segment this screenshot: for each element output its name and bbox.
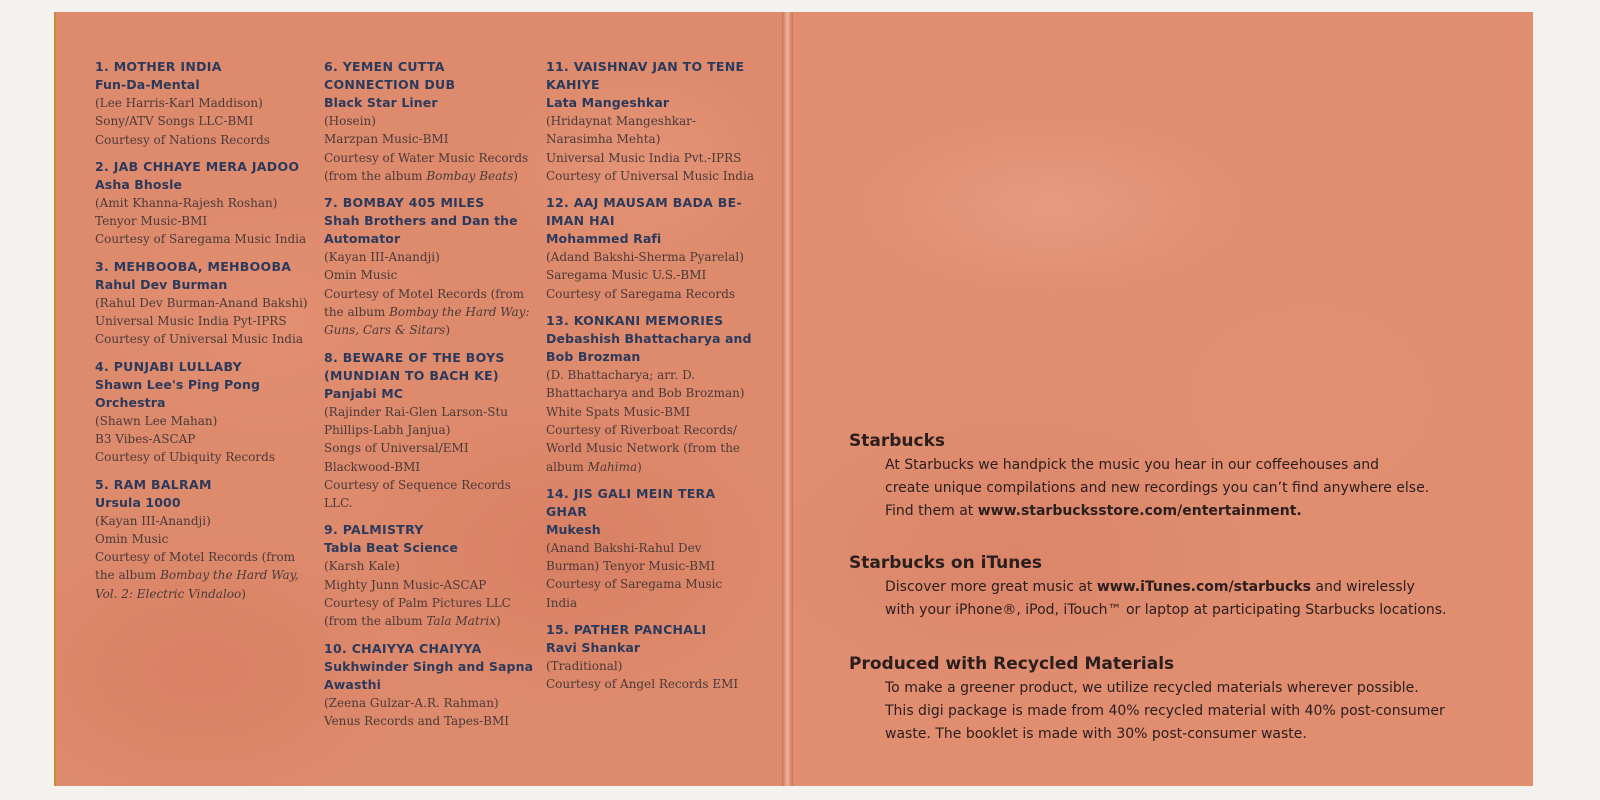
album-title: Bombay the Hard Way: Guns, Cars & Sitars [324, 305, 530, 338]
starbucks-section [849, 430, 1489, 523]
track-credit: Universal Music India Pyt-IPRS [95, 314, 287, 329]
track-credit: White Spats Music-BMI [546, 404, 691, 419]
track-credit: Courtesy of Palm Pictures LLC (from the album Tala Matrix) [324, 596, 511, 629]
track-credit: Courtesy of Saregama Records [546, 286, 736, 301]
booklet-spine [782, 12, 793, 786]
track-item [324, 194, 534, 339]
track-credit: Songs of Universal/EMI Blackwood-BMI [324, 441, 469, 474]
track-credit: (Lee Harris-Karl Maddison) [95, 96, 263, 110]
section-heading: Starbucks [849, 431, 945, 451]
album-title: Bombay the Hard Way, Vol. 2: Electric Vindaloo [95, 568, 299, 601]
track-credit: (Shawn Lee Mahan) [95, 413, 218, 428]
track-credit: Courtesy of Saregama Music India [546, 577, 723, 610]
track-artist: Lata Mangeshkar [546, 95, 670, 110]
track-title: 7. BOMBAY 405 MILES [324, 195, 485, 211]
track-credit: (Anand Bakshi-Rahul Dev Burman) Tenyor Music-BMI [546, 540, 716, 574]
track-item [324, 58, 534, 185]
track-artist: Ravi Shankar [546, 640, 641, 656]
track-artist: Debashish Bhattacharya and Bob Brozman [546, 331, 752, 365]
track-title: 15. PATHER PANCHALI [546, 622, 707, 638]
track-artist: Mohammed Rafi [546, 231, 662, 247]
track-credit: Mighty Junn Music-ASCAP [324, 577, 487, 592]
album-title: Mahima [587, 459, 638, 474]
track-item [95, 258, 310, 349]
itunes-link: www.iTunes.com/starbucks [1096, 579, 1311, 595]
album-title: Tala Matrix [426, 614, 496, 629]
track-artist: Black Star Liner [324, 95, 438, 110]
track-title: 11. VAISHNAV JAN TO TENE KAHIYE [546, 59, 745, 92]
track-credit: (Adand Bakshi-Sherma Pyarelal) [546, 250, 744, 265]
track-title: 2. JAB CHHAYE MERA JADOO [95, 158, 300, 174]
track-artist: Rahul Dev Burman [95, 276, 228, 292]
track-artist: Ursula 1000 [95, 494, 181, 510]
track-credit: Universal Music India Pvt.-IPRS [546, 150, 742, 165]
track-credit: Marzpan Music-BMI [324, 132, 449, 147]
track-title: 3. MEHBOOBA, MEHBOOBA [95, 258, 292, 274]
section-body: At Starbucks we handpick the music you hear in our coffeehouses and create unique compilations and new recordings you can’t find anywhere else. Find them at www.starbucksstore.com/entertainment. [885, 457, 1430, 519]
track-credit: Courtesy of Motel Records (from the album Bombay the Hard Way: Guns, Cars & Sitars) [324, 286, 530, 338]
track-credit: Courtesy of Saregama Music India [95, 232, 307, 247]
track-item [546, 194, 756, 303]
track-credit: Courtesy of Ubiquity Records [95, 450, 275, 465]
track-credit: Courtesy of Universal Music India [546, 168, 754, 183]
track-title: 6. YEMEN CUTTA CONNECTION DUB [324, 59, 456, 92]
track-credit: (Hridaynat Mangeshkar-Narasimha Mehta) [546, 114, 696, 147]
track-artist: Asha Bhosle [95, 176, 183, 192]
track-item [546, 621, 756, 694]
track-item [324, 640, 534, 731]
track-credit: Tenyor Music-BMI [95, 214, 208, 229]
track-credit: Omin Music [95, 531, 169, 546]
track-credit: Courtesy of Motel Records (from the album Bombay the Hard Way, Vol. 2: Electric Vindaloo) [95, 550, 299, 601]
track-item [95, 158, 310, 249]
track-title: 9. PALMISTRY [324, 522, 424, 538]
recycled-section [849, 653, 1489, 746]
itunes-section [849, 552, 1489, 622]
track-credit: (Amit Khanna-Rajesh Roshan) [95, 195, 278, 210]
track-artist: Shah Brothers and Dan the Automator [324, 213, 518, 247]
track-credit: (Rahul Dev Burman-Anand Bakshi) [95, 295, 308, 310]
tracklist-column-1 [95, 58, 310, 612]
track-credit: Courtesy of Nations Records [95, 132, 270, 147]
track-item [95, 476, 310, 603]
track-artist: Fun-Da-Mental [95, 77, 200, 92]
section-heading: Starbucks on iTunes [849, 553, 1043, 573]
track-artist: Shawn Lee's Ping Pong Orchestra [95, 376, 261, 410]
tracklist-column-2 [324, 58, 534, 739]
track-credit: (Karsh Kale) [324, 559, 400, 574]
track-item [546, 485, 756, 612]
track-credit: Courtesy of Riverboat Records/ World Music Network (from the album Mahima) [546, 422, 741, 474]
track-title: 12. AAJ MAUSAM BADA BE-IMAN HAI [546, 195, 742, 229]
track-artist: Tabla Beat Science [324, 540, 458, 556]
section-body: Discover more great music at www.iTunes.com/starbucks and wirelessly with your iPhone®, iPod, iTouch™ or laptop at participating Starbucks locations. [885, 579, 1447, 618]
track-credit: Courtesy of Universal Music India [95, 332, 303, 347]
track-credit: Saregama Music U.S.-BMI [546, 268, 707, 283]
track-artist: Mukesh [546, 521, 601, 537]
track-title: 4. PUNJABI LULLABY [95, 358, 242, 374]
track-credit: (Zeena Gulzar-A.R. Rahman) [324, 695, 499, 710]
track-item [95, 58, 310, 149]
section-body: To make a greener product, we utilize recycled materials wherever possible. This digi package is made from 40% recycled material with 40% post-consumer waste. The booklet is made with 30% post-consumer waste. [885, 680, 1445, 742]
track-item [95, 358, 310, 467]
track-credit: Venus Records and Tapes-BMI [324, 713, 510, 728]
store-link: www.starbucksstore.com/entertainment. [977, 503, 1302, 519]
track-credit: Courtesy of Angel Records EMI [546, 677, 739, 692]
track-item [546, 58, 756, 185]
track-title: 13. KONKANI MEMORIES [546, 313, 724, 329]
track-credit: (Kayan III-Anandji) [95, 513, 211, 528]
tracklist-column-3 [546, 58, 756, 703]
track-credit: (Kayan III-Anandji) [324, 250, 440, 265]
track-credit: Sony/ATV Songs LLC-BMI [95, 114, 254, 129]
track-title: 5. RAM BALRAM [95, 476, 212, 492]
track-credit: (D. Bhattacharya; arr. D. Bhattacharya and Bob Brozman) [546, 368, 745, 401]
track-title: 1. MOTHER INDIA [95, 59, 222, 74]
album-title: Bombay Beats [426, 168, 514, 183]
track-credit: B3 Vibes-ASCAP [95, 431, 196, 446]
track-item [324, 349, 534, 513]
track-credit: (Rajinder Rai-Glen Larson-Stu Phillips-Labh Janjua) [324, 404, 508, 437]
track-title: 10. CHAIYYA CHAIYYA [324, 640, 482, 656]
track-credit: (Traditional) [546, 659, 623, 674]
track-title: 14. JIS GALI MEIN TERA GHAR [546, 485, 716, 519]
track-item [324, 521, 534, 630]
track-artist: Sukhwinder Singh and Sapna Awasthi [324, 658, 534, 692]
track-credit: Courtesy of Water Music Records (from the album Bombay Beats) [324, 150, 529, 183]
track-credit: (Hosein) [324, 114, 376, 128]
track-credit: Courtesy of Sequence Records LLC. [324, 477, 511, 511]
section-heading: Produced with Recycled Materials [849, 654, 1175, 674]
track-artist: Panjabi MC [324, 385, 404, 401]
track-item [546, 312, 756, 476]
track-title: 8. BEWARE OF THE BOYS (MUNDIAN TO BACH KE) [324, 349, 505, 383]
track-credit: Omin Music [324, 268, 398, 283]
